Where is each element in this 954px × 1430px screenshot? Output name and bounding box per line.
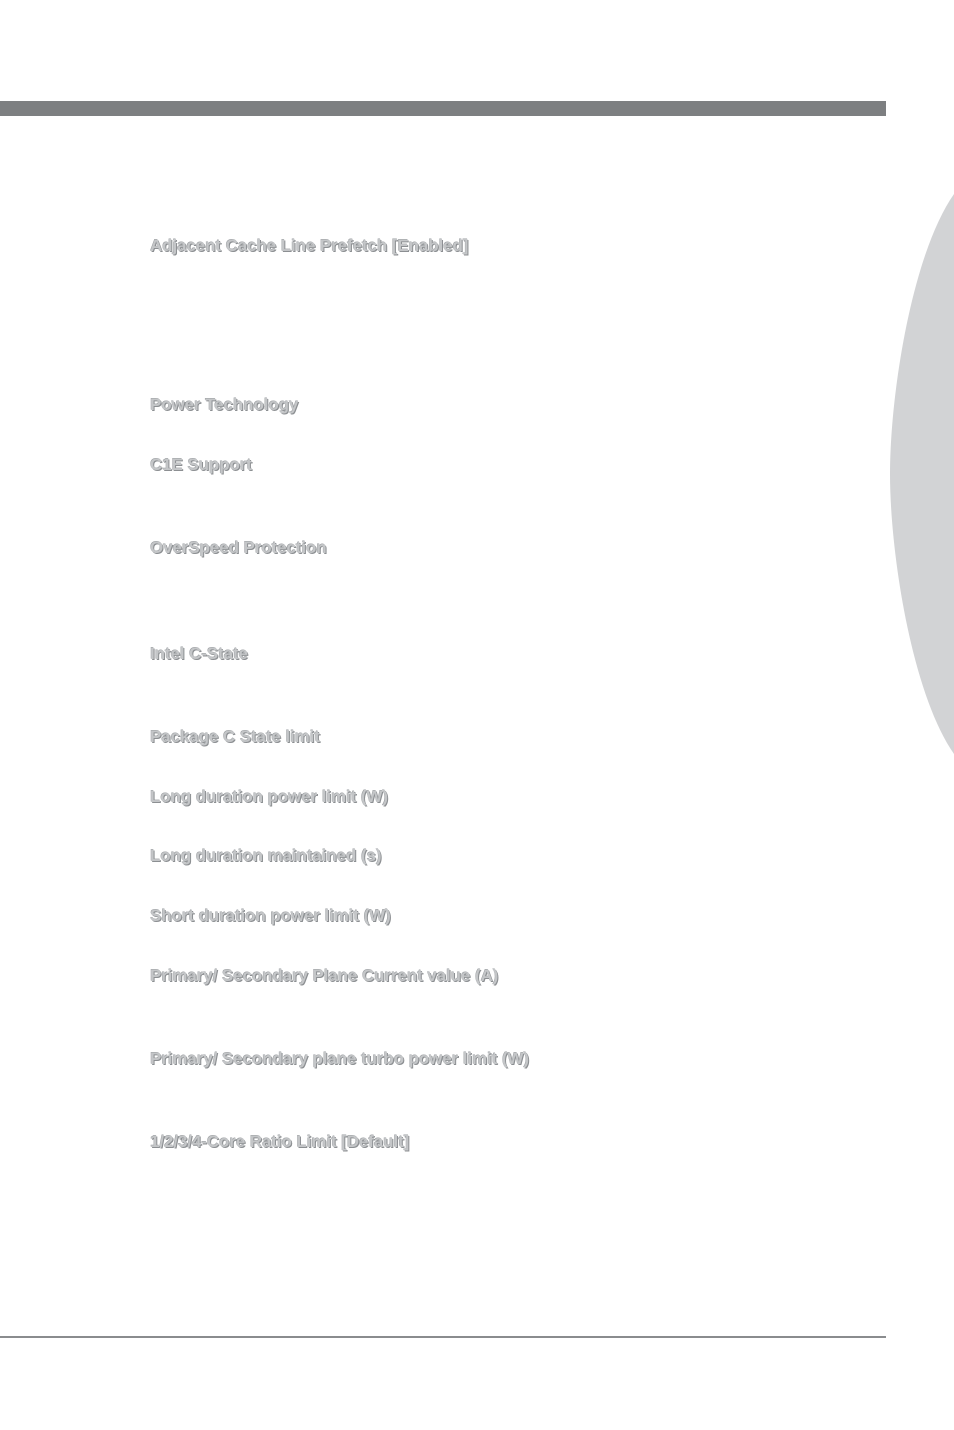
setting-long-duration-maintained: Long duration maintained (s) xyxy=(150,846,382,865)
setting-long-duration-power-limit: Long duration power limit (W) xyxy=(150,787,388,806)
header-bar xyxy=(0,101,886,116)
setting-overspeed-protection: OverSpeed Protection xyxy=(150,538,327,557)
chapter-tab-shape xyxy=(890,194,954,754)
setting-plane-turbo-power-limit: Primary/ Secondary plane turbo power limit (W) xyxy=(150,1049,529,1068)
setting-power-technology: Power Technology xyxy=(150,395,299,414)
setting-adjacent-cache-line-prefetch: Adjacent Cache Line Prefetch [Enabled] xyxy=(150,236,469,255)
setting-core-ratio-limit: 1/2/3/4-Core Ratio Limit [Default] xyxy=(150,1132,410,1151)
setting-plane-current-value: Primary/ Secondary Plane Current value (A) xyxy=(150,966,499,985)
setting-short-duration-power-limit: Short duration power limit (W) xyxy=(150,906,391,925)
setting-package-c-state-limit: Package C State limit xyxy=(150,727,320,746)
setting-intel-c-state: Intel C-State xyxy=(150,644,248,663)
setting-c1e-support: C1E Support xyxy=(150,455,252,474)
chapter-side-tab xyxy=(890,194,954,754)
footer-rule xyxy=(0,1336,886,1338)
